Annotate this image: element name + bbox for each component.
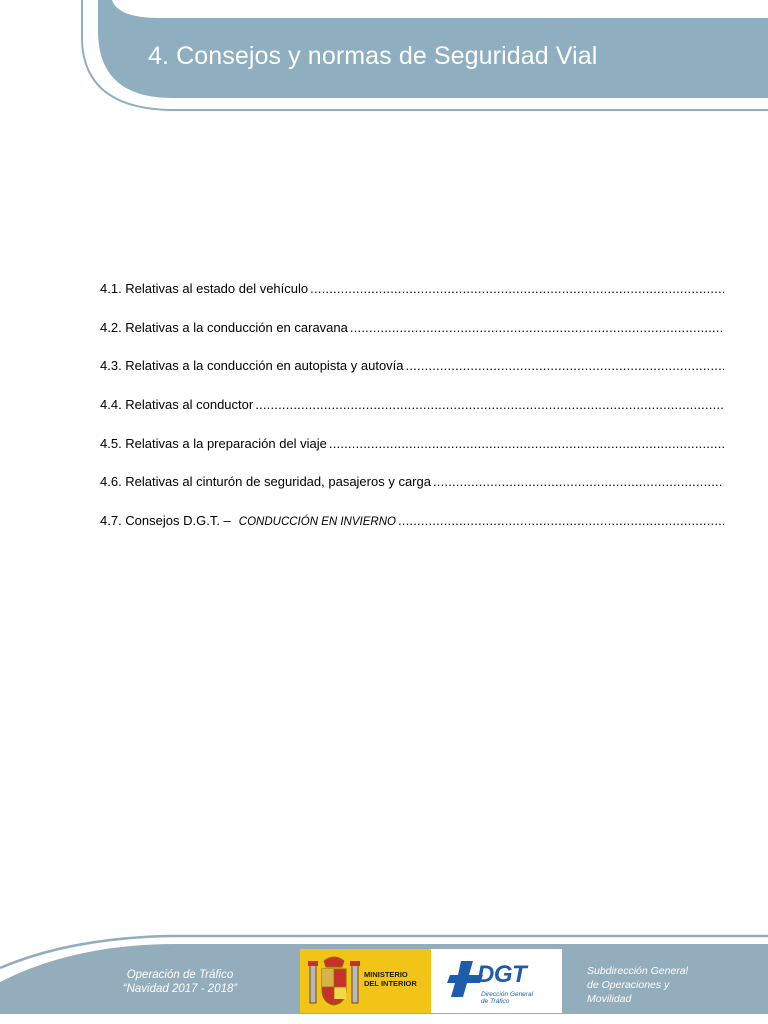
dgt-subtitle (481, 991, 533, 1005)
toc-item-4-6[interactable] (100, 474, 724, 513)
toc-item-4-4[interactable] (100, 397, 724, 436)
toc-item-4-1[interactable] (100, 281, 724, 320)
toc-item-4-5[interactable] (100, 436, 724, 475)
coat-of-arms-icon (304, 951, 364, 1011)
dgt-wordmark: DGT (477, 961, 527, 988)
footer-event-period: “Navidad 2017 - 2018” (122, 983, 238, 995)
toc-dot-leader (255, 397, 724, 412)
ministerio-interior-label (364, 971, 417, 988)
toc-item-label: 4.1. Relativas al estado del vehículo (100, 281, 309, 296)
toc-dot-leader (329, 436, 724, 451)
ministry-line-1: MINISTERIO (364, 970, 408, 979)
footer-event-title: Operación de Tráfico (126, 969, 234, 981)
toc-item-label: 4.7. Consejos D.G.T. – (100, 513, 231, 529)
toc-item-label: 4.6. Relativas al cinturón de seguridad, pasajeros y carga (100, 474, 431, 490)
footer-subdirectorate (587, 964, 757, 1006)
dgt-logo (431, 949, 562, 1013)
dgt-subtitle-line-2: de Tráfico (481, 998, 510, 1005)
subdirectorate-line-1: Subdirección General (587, 965, 688, 977)
toc-item-label: 4.4. Relativas al conductor (100, 397, 254, 413)
ministry-line-2: DEL INTERIOR (364, 978, 417, 988)
subdirectorate-line-3: Movilidad (587, 993, 632, 1005)
toc-dot-leader (350, 320, 724, 335)
toc-item-label: 4.5. Relativas a la preparación del viaje (100, 435, 327, 451)
toc-item-emphasis: CONDUCCIÓN EN INVIERNO (238, 516, 396, 529)
subdirectorate-line-2: de Operaciones y (587, 979, 670, 991)
toc-dot-leader (310, 281, 724, 296)
footer-event-label (90, 968, 270, 996)
toc-item-4-7[interactable] (100, 513, 724, 552)
toc-item-4-3[interactable] (100, 358, 724, 397)
toc-dot-leader (406, 358, 724, 373)
toc-dot-leader (433, 474, 724, 489)
toc-dot-leader (398, 513, 724, 528)
table-of-contents (100, 281, 724, 552)
toc-item-label: 4.3. Relativas a la conducción en autopista y autovía (100, 358, 404, 374)
toc-item-4-2[interactable] (100, 320, 724, 359)
ministerio-interior-logo (300, 949, 431, 1013)
page-title: 4. Consejos y normas de Seguridad Vial (148, 42, 598, 70)
dgt-subtitle-line-1: Dirección General (481, 991, 534, 998)
toc-item-label: 4.2. Relativas a la conducción en caravana (100, 319, 348, 335)
